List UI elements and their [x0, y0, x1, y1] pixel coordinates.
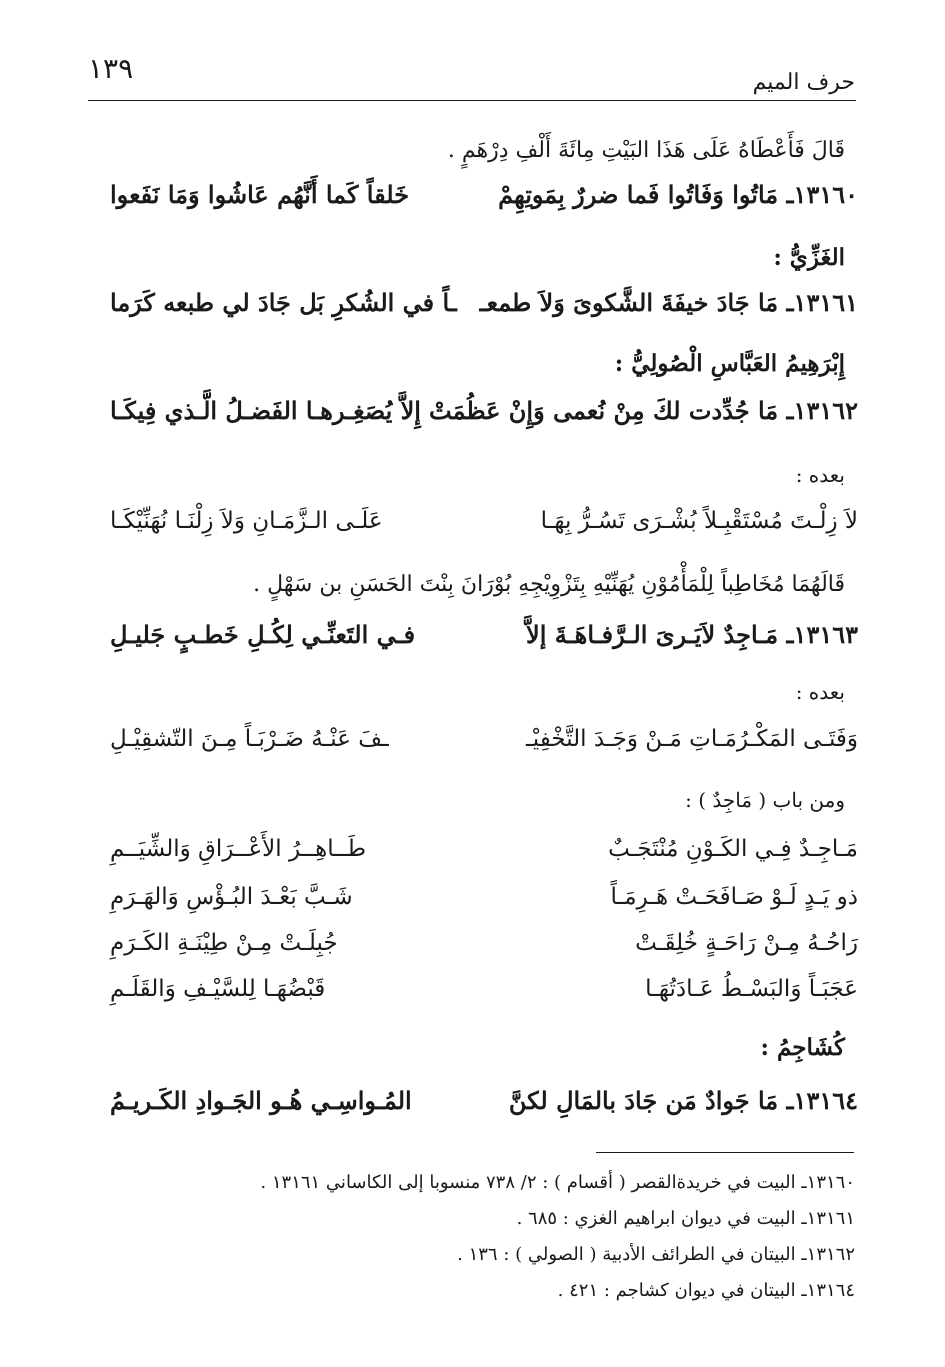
footnote: ١٣١٦٠ـ البيت في خريدةالقصر ( أقسام ) : ٢/ ٧٣٨ منسوبا إلى الكاساني ١٣١٦١ . [260, 1172, 855, 1193]
footnote: ١٣١٦١ـ البيت في ديوان ابراهيم الغزي : ٦٨٥ . [516, 1208, 855, 1229]
verse-second-hemistich: قَبْضُهَـا لِلسَّيْـفِ وَالقَلَـمِ [110, 976, 326, 1002]
intro-line: ومن باب ( مَاجِدٌ ) : [685, 788, 845, 812]
poet-name: كُشَاجِمُ : [760, 1034, 845, 1061]
verse-first-hemistich: لاَ زِلْـتَ مُسْتَقْبِـلاً بُشْـرَى تَسُـرُّ بِهَـا [540, 508, 858, 534]
verse-first-hemistich: عَجَبَـاً وَالبَسْـطُ عَـادَتُهَـا [645, 976, 858, 1002]
verse-13160 [110, 180, 858, 226]
verse-second-hemistich: فـي التَعنِّـي لِكُـلِ خَطـبٍ جَليـلِ [110, 620, 416, 649]
verse-first-hemistich: وَفَتَـى المَكْـرُمَـاتِ مَـنْ وَجَـدَ التَّخْفِيْـ [526, 726, 858, 752]
footnote-rule [596, 1152, 854, 1153]
verse-first-hemistich: ١٣١٦٣ـ مَـاجِدٌ لاَيَـرىَ الـرَّفـاهَـةَ إلاَّ [526, 620, 858, 649]
poet-name: الغَزِّيُّ : [773, 244, 845, 271]
header-rule [88, 100, 856, 101]
verse-13162 [110, 396, 858, 442]
running-title: حرف الميم [752, 70, 855, 95]
verse-continuation [110, 836, 858, 882]
verse-second-hemistich: ـفَ عَنْـهُ ضَـرْبَـاً مِـنَ التّشقِيْـلِ [110, 726, 389, 752]
verse-first-hemistich: ١٣١٦٢ـ مَا جُدِّدت لكَ مِنْ نُعمى وَإِنْ عَظُمَتْ [429, 396, 858, 425]
verse-second-hemistich: خَلقاً كَما أَنَّهُم عَاشُوا وَمَا نَفَعوا [110, 180, 410, 209]
poet-name: إِبْرَهِيمُ العَبَّاسِ الْصُولِيُّ : [614, 350, 845, 377]
prose-line: قَالَ فَأَعْطَاهُ عَلَى هَذَا البَيْتِ مِائَةَ أَلْفِ دِرْهَمٍ . [447, 138, 845, 163]
verse-first-hemistich: ذو يَـدٍ لَـوْ صَـافَحَـتْ هَـرِمَـاً [610, 884, 858, 910]
footnote: ١٣١٦٤ـ البيتان في ديوان كشاجم : ٤٢١ . [557, 1280, 855, 1301]
verse-continuation [110, 930, 858, 976]
verse-continuation [110, 508, 858, 554]
verse-second-hemistich: ـاً في الشُكرِ بَل جَادَ لي طبعه كَرَما [110, 288, 457, 317]
verse-first-hemistich: مَـاجِـدٌ فِـي الكَـوْنِ مُنْتَجَـبٌ [608, 836, 858, 862]
verse-second-hemistich: إِلاَّ يُصَغِـرهـا الفَضـلُ الَّـذي فِيكَـا [110, 396, 421, 425]
verse-second-hemistich: عَلَـى الـزَّمَـانِ وَلاَ زِلْنَـا نُهَنِّيْكَـا [110, 508, 383, 534]
intro-line: بعده : [795, 463, 845, 487]
verse-13163 [110, 620, 858, 666]
verse-second-hemistich: جُبِلَـتْ مِـنْ طِيْنَـةِ الكَـرَمِ [110, 930, 338, 956]
verse-first-hemistich: ١٣١٦٤ـ مَا جَوادٌ مَن جَادَ بالمَالِ لكنَّ [508, 1086, 858, 1115]
page-number: ١٣٩ [88, 52, 134, 85]
verse-continuation [110, 726, 858, 772]
verse-second-hemistich: المُـواسِـي هُـو الجَـوادِ الكَـريـمُ [110, 1086, 412, 1115]
verse-first-hemistich: ١٣١٦١ـ مَا جَادَ خيفَةَ الشَّكوىَ وَلاَ طمعـ [479, 288, 858, 317]
verse-first-hemistich: ١٣١٦٠ـ مَاتُوا وَفَاتُوا فَما ضررٌ بِمَوتِهِمْ [498, 180, 858, 209]
verse-second-hemistich: شَـبَّ بَعْـدَ البُـؤْسِ وَالهَـرَمِ [110, 884, 353, 910]
verse-second-hemistich: طَــاهِــرُ الأَعْــرَاقِ وَالشِّيَــمِ [110, 836, 367, 862]
verse-continuation [110, 976, 858, 1022]
footnote: ١٣١٦٢ـ البيتان في الطرائف الأدبية ( الصولي ) : ١٣٦ . [457, 1244, 855, 1265]
prose-line: قَالَهُمَا مُخَاطِباً لِلْمَأْمُوْنِ يُهَنِّيْهِ بِتَزْوِيْجِهِ بُوْرَانَ بِنْتَ الحَسَنِ بن سَهْلٍ . [253, 572, 845, 597]
verse-first-hemistich: رَاحُـهُ مِـنْ رَاحَـةٍ خُلِقَـتْ [635, 930, 858, 956]
intro-line: بعده : [795, 680, 845, 704]
verse-13164 [110, 1086, 858, 1132]
verse-continuation [110, 884, 858, 930]
verse-13161 [110, 288, 858, 334]
